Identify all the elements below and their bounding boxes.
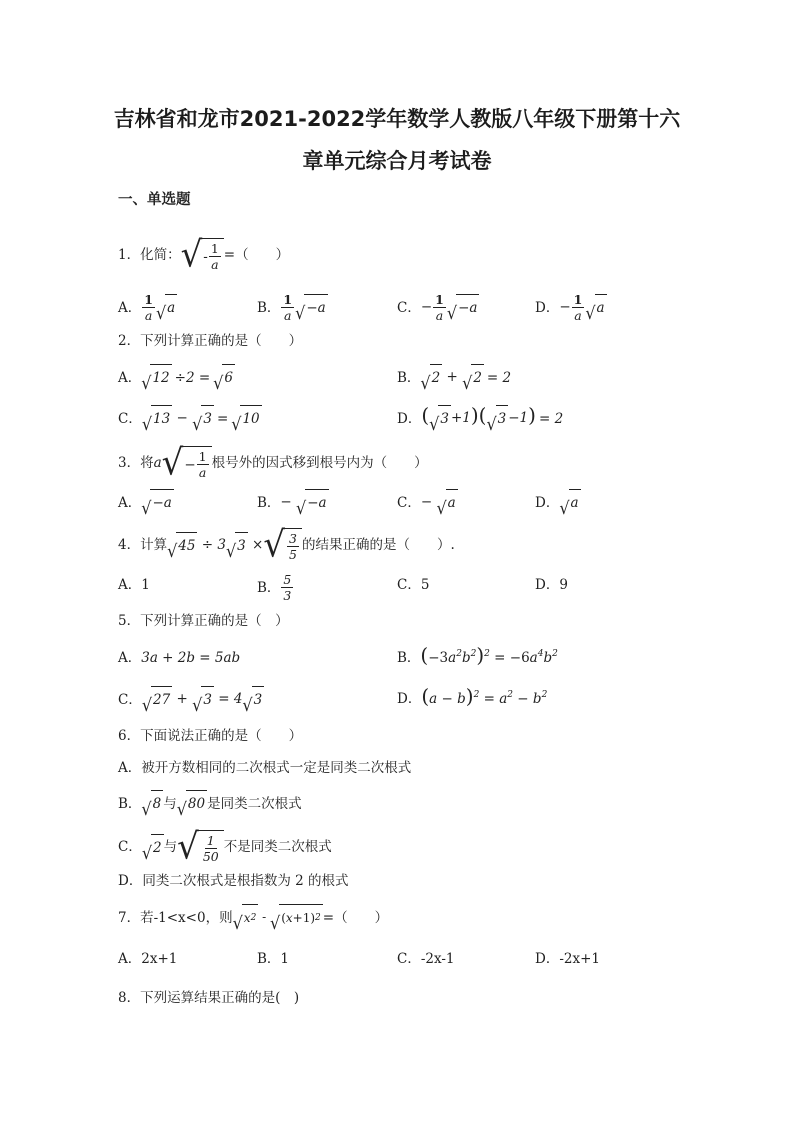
sqrt-neg-one-over-a: √ - $\frac{1}{a}$ [181,238,224,272]
question-1-option-b[interactable]: B． $\frac{1}{a}$ √ − a [257,292,326,324]
question-6-stem: 6．下面说法正确的是（ ） [118,728,303,744]
question-1-option-c[interactable]: C． − $\frac{1}{a}$ √ − a [397,292,478,324]
option-label: C． [118,410,142,427]
question-1-option-d[interactable]: D． − $\frac{1}{a}$ √ a [535,292,605,324]
question-7-option-b[interactable]: B．1 [257,951,290,967]
page-title-line-2: 章单元综合月考试卷 [302,149,492,173]
page-title-line-1: 吉林省和龙市2021-2022学年数学人教版八年级下册第十六 [113,107,681,131]
question-5-option-b[interactable]: B． $(-3a^2b^2)^2 = -6a^4b^2$ [397,645,558,671]
question-4-option-b[interactable]: B． $\frac{5}{3}$ [257,572,292,603]
option-label: A． [118,369,142,386]
option-label: B． [257,299,281,316]
question-5-stem: 5．下列计算正确的是（ ） [118,613,289,629]
option-math: = 2 [486,369,512,386]
option-label: A． [118,299,142,316]
question-5-option-c[interactable]: C． √ 27 + √ 3 = 4 √ 3 [118,686,264,713]
option-label: B． [118,795,142,812]
sqrt-three-fifths: √ $\frac{3}{5}$ [263,528,302,562]
option-label: D． [535,299,560,316]
question-7-text: 7．若-1<x<0，则 [118,909,233,926]
question-4-text-end: 的结果正确的是（ ）. [302,537,455,553]
option-text: 与 [163,795,177,812]
option-math: = 2 [538,410,564,427]
question-3-text: 3．将 [118,455,154,471]
question-4-option-c[interactable]: C．5 [397,577,430,593]
question-3-option-b[interactable]: B． − √ − a [257,489,329,516]
question-2-option-a[interactable]: A． √ 12 ÷2 = √ 6 [118,364,235,391]
option-math: 3a + 2b = 5ab [141,650,241,666]
question-2-option-b[interactable]: B． √ 2 + √ 2 = 2 [397,364,511,391]
question-1-equals: =（ ） [223,247,290,263]
option-math: = [216,410,229,427]
sqrt-one-over-fifty: √ $\frac{1}{50}$ [177,830,224,864]
question-4-option-a[interactable]: A．1 [118,577,150,593]
question-3-option-a[interactable]: A． √ − a [118,489,174,516]
option-label: A． [118,650,142,666]
question-2-option-c[interactable]: C． √ 13 − √ 3 = √ 10 [118,405,262,432]
option-label: D． [397,410,422,427]
question-7-stem: 7．若-1<x<0，则 √ x 2 - √ ( x +1) 2 =（ ） [118,904,388,931]
question-7-option-a[interactable]: A．2x+1 [118,951,178,967]
question-7-option-c[interactable]: C．-2x-1 [397,951,455,967]
question-5-option-a[interactable] [118,645,240,671]
question-6-option-b[interactable]: B． √ 8 与 √ 80 是同类二次根式 [118,790,302,817]
question-1-text: 1．化简： [118,247,181,263]
section-title: 一、单选题 [118,192,191,208]
option-label: B． [397,650,421,666]
question-6-option-c[interactable]: C． √ 2 与 √ $\frac{1}{50}$ 不是同类二次根式 [118,826,332,868]
option-text-end: 是同类二次根式 [207,795,302,812]
option-label: D． [397,691,422,707]
question-3-option-d[interactable]: D． √ a [535,489,581,516]
option-label: C． [397,299,421,316]
question-8-stem: 8．下列运算结果正确的是( ) [118,990,300,1006]
option-label: B． [257,579,281,596]
question-3-text-end: 根号外的因式移到根号内为（ ） [211,455,428,471]
question-5-option-d[interactable]: D． $(a - b)^2 = a^2 - b^2$ [397,686,547,712]
option-label: B． [257,494,281,511]
question-1-stem [118,234,290,276]
question-2-option-d[interactable]: D． ( √ 3 +1)( √ 3 −1) = 2 [397,403,564,435]
question-3-option-c[interactable]: C． − √ a [397,489,458,516]
question-7-text-end: =（ ） [322,909,389,926]
question-6-option-d[interactable]: D．同类二次根式是根指数为 2 的根式 [118,873,349,889]
question-3-stem: 3．将 a √ − $\frac{1}{a}$ 根号外的因式移到根号内为（ ） [118,442,428,484]
question-4-stem: 4．计算 √ 45 ÷ 3 √ 3 × √ $\frac{3}{5}$ 的结果正确的是（ ）. [118,524,455,566]
option-label: C． [118,839,142,855]
option-text: 与 [163,839,178,855]
option-label: C． [118,691,142,708]
question-7-option-d[interactable]: D．-2x+1 [535,951,600,967]
sqrt-neg-one-over-a: √ − $\frac{1}{a}$ [162,446,212,480]
question-4-text: 4．计算 [118,537,168,553]
question-6-option-a[interactable]: A．被开方数相同的二次根式一定是同类二次根式 [118,760,412,776]
option-label: D． [535,494,560,511]
question-4-option-d[interactable]: D．9 [535,577,568,593]
option-text-end: 不是同类二次根式 [223,839,332,855]
option-label: C． [397,494,421,511]
option-label: A． [118,494,142,511]
option-label: B． [397,369,421,386]
question-2-stem: 2．下列计算正确的是（ ） [118,333,303,349]
option-math: ÷2 = [174,369,211,386]
question-1-option-a[interactable]: A． $\frac{1}{a}$ √ a [118,292,176,324]
